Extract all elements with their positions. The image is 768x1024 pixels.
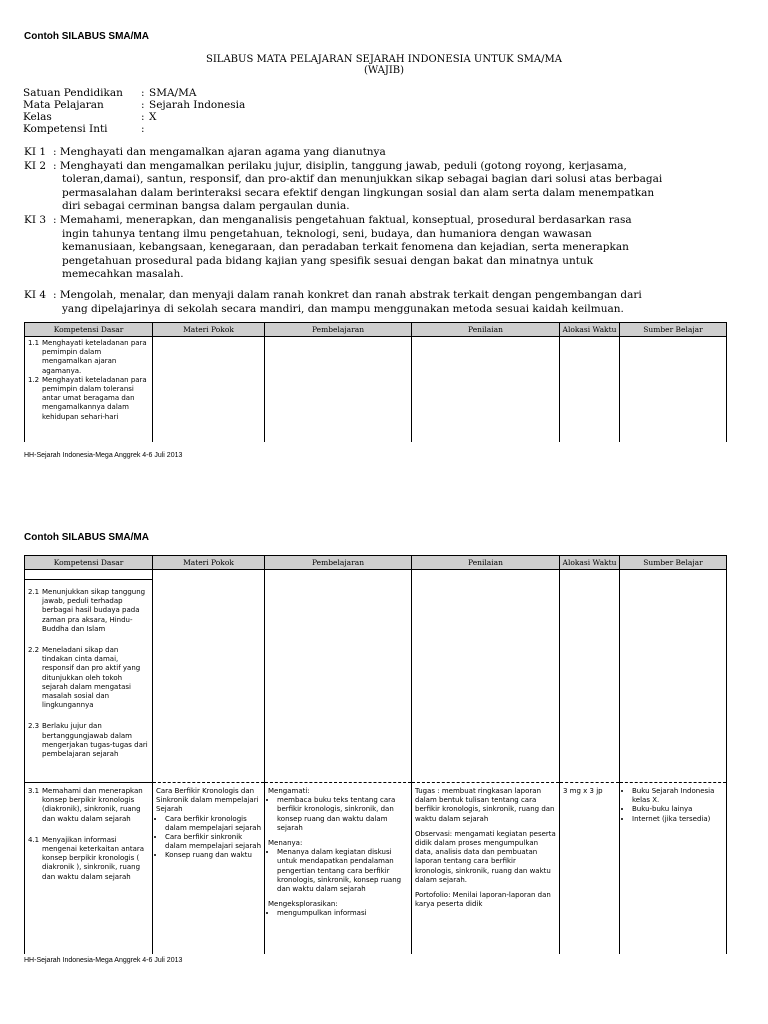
sumber-cell [620,337,727,443]
kd-item [28,836,149,882]
meta-label: Kelas [23,111,52,123]
syllabus-title-line2: (WAJIB) [363,65,405,76]
meta-row [23,111,245,123]
list-item: • Menanya dalam kegiatan diskusi untuk mendapatkan pendalaman pengertian tentang cara berfikir kronologis, sinkronik, konsep ruang dan waktu dalam sejarah [277,848,408,894]
kd-number: 2.3 [28,722,40,731]
kd-cell [25,337,153,443]
kd-item [28,376,149,422]
kd-number: 2.1 [28,588,40,596]
meta-sep: : [141,87,145,99]
alokasi-cell [560,337,620,443]
kd-item [28,646,149,710]
page2-footer: HH-Sejarah Indonesia-Mega Anggrek 4-6 Juli 2013 [24,957,183,964]
kd-item [28,588,149,634]
bullet-list [268,909,408,918]
list-item: • mengumpulkan informasi [277,909,408,918]
kd-cell [25,783,153,955]
meta-sep: : [141,123,145,135]
pembelajaran-cell [265,783,412,955]
kd-number: 1.1 [28,339,40,347]
materi-cell [153,337,265,443]
page1-header: Contoh SILABUS SMA/MA [24,31,149,42]
kd-table-page1 [24,322,727,442]
column-header: Penilaian [412,556,560,570]
meta-row [23,123,245,135]
bullet-list [268,796,408,833]
materi-cell [153,783,265,955]
assessment-item: Observasi: mengamati kegiatan peserta didik dalam proses mengumpulkan data, analisis data dan pembuatan laporan tentang cara berfikir kronologis, sinkronik, ruang dan waktu dalam sejarah. [415,829,556,884]
list-item: • Cara berfikir sinkronik dalam mempelajari sejarah [165,833,261,851]
ki-text-line: yang dipelajarinya di sekolah secara mandiri, dan mampu menggunakan metoda sesuai kaidah keilmuan. [62,302,624,315]
bullet-list [268,848,408,894]
meta-value: SMA/MA [149,87,197,99]
kd-number: 4.1 [28,835,40,844]
ki-text-line: pengetahuan prosedural pada bidang kajian yang spesifik sesuai dengan bakat dan minatnya untuk [62,254,594,267]
column-header: Alokasi Waktu [560,556,620,570]
meta-sep: : [141,99,145,111]
syllabus-title [24,54,744,76]
column-header: Pembelajaran [265,556,412,570]
alokasi-cell: 3 mg x 3 jp [560,783,620,955]
kd-table-page2 [24,555,727,954]
section-heading: Mengeksplorasikan: [268,900,338,909]
kd-text: Berlaku jujur dan bertanggungjawab dalam mengerjakan tugas-tugas dari pembelajaran sejarah [42,722,148,759]
table-header-row [25,556,727,570]
list-item: • Internet (jika tersedia) [632,815,723,824]
ki-block [24,146,744,316]
ki-text-line: memecahkan masalah. [62,268,184,281]
column-header: Penilaian [412,323,560,337]
meta-value: Sejarah Indonesia [149,99,246,111]
meta-sep: : [141,111,145,123]
meta-row [23,87,245,99]
list-item: • Buku-buku lainya [632,805,723,814]
ki-text-line: permasalahan dalam berinteraksi secara efektif dengan lingkungan sosial dan alam serta dalam menempatkan [62,186,655,199]
kd-text: Menghayati keteladanan para pemimpin dalam mengamalkan ajaran agamanya. [42,339,147,375]
column-header: Alokasi Waktu [560,323,620,337]
list-item: • membaca buku teks tentang cara berfikir kronologis, sinkronik, dan konsep ruang dan waktu dalam sejarah [277,796,408,833]
page2-header: Contoh SILABUS SMA/MA [24,532,149,543]
kd-text: Menghayati keteladanan para pemimpin dalam toleransi antar umat beragama dan mengamalkannya dalam kehidupan sehari-hari [42,375,147,421]
column-header: Sumber Belajar [620,323,727,337]
kd-item [28,787,149,824]
section-heading: Menanya: [268,839,303,848]
ki-label: KI 2 [24,159,47,172]
ki-label: KI 3 [24,214,47,226]
pembelajaran-cell [265,337,412,443]
ki-text-line: : Memahami, menerapkan, dan menganalisis pengetahuan faktual, konseptual, prosedural berdasarkan rasa [53,214,632,226]
meta-label: Mata Pelajaran [23,99,104,111]
meta-value: X [149,111,157,123]
column-header: Kompetensi Dasar [25,323,153,337]
ki-label: KI 4 [24,289,47,301]
column-header: Pembelajaran [265,323,412,337]
meta-table [23,87,245,135]
ki-label: KI 1 [24,146,47,158]
list-item: • Cara berfikir kronologis dalam mempelajari sejarah [165,815,261,833]
kd-text: Memahami dan menerapkan konsep berpikir kronologis (diakronik), sinkronik, ruang dan waktu dalam sejarah [42,787,143,823]
section-heading: Mengamati: [268,787,310,795]
kd-number: 2.2 [28,646,40,655]
list-item: • Konsep ruang dan waktu [165,851,261,860]
kd-number: 3.1 [28,787,40,795]
materi-intro: Cara Berfikir Kronologis dan Sinkronik dalam mempelajari Sejarah [156,787,259,814]
syllabus-title-line1: SILABUS MATA PELAJARAN SEJARAH INDONESIA UNTUK SMA/MA [206,54,562,65]
meta-value [149,123,245,135]
column-header: Materi Pokok [153,323,265,337]
sumber-cell [620,783,727,955]
penilaian-cell [412,337,560,443]
ki-text-line: kemanusiaan, kebangsaan, kenegaraan, dan peradaban terkait fenomena dan kejadian, serta menerapkan [62,241,629,254]
kd-cell [25,580,153,783]
assessment-item: Tugas : membuat ringkasan laporan dalam bentuk tulisan tentang cara berfikir kronologis, sinkronik, ruang dan waktu dalam sejarah [415,787,555,823]
ki-text-line: : Mengolah, menalar, dan menyaji dalam ranah konkret dan ranah abstrak terkait dengan pengembangan dari [53,289,642,301]
kd-number: 1.2 [28,375,40,384]
column-header: Kompetensi Dasar [25,556,153,570]
table-header-row [25,323,727,337]
page1-footer: HH-Sejarah Indonesia-Mega Anggrek 4-6 Juli 2013 [24,452,183,459]
ki-text-line: : Menghayati dan mengamalkan perilaku jujur, disiplin, tanggung jawab, peduli (gotong royong, kerjasama, [53,159,627,172]
ki-text-line: toleran,damai), santun, responsif, dan pro-aktif dan menunjukkan sikap sebagai bagian dari solusi atas berbagai [62,173,663,186]
ki-text-line: ingin tahunya tentang ilmu pengetahuan, teknologi, seni, budaya, dan humaniora dengan wawasan [62,227,592,240]
ki-text-line: diri sebagai cerminan bangsa dalam pergaulan dunia. [62,200,350,213]
kd-item [28,339,149,376]
ki-text-line: : Menghayati dan mengamalkan ajaran agama yang dianutnya [53,146,386,158]
kd-text: Menunjukkan sikap tanggung jawab, peduli terhadap berbagai hasil budaya pada zaman pra aksara, Hindu-Buddha dan Islam [42,588,146,633]
assessment-item: Portofolio: Menilai laporan-laporan dan karya peserta didik [415,891,551,909]
meta-label: Satuan Pendidikan [23,87,123,99]
meta-label: Kompetensi Inti [23,123,108,135]
kd-text: Meneladani sikap dan tindakan cinta damai, responsif dan pro aktif yang ditunjukkan oleh tokoh sejarah dalam mengatasi masalah sosial dan lingkungannya [42,646,141,710]
penilaian-cell [412,783,560,955]
column-header: Materi Pokok [153,556,265,570]
kd-item [28,722,149,759]
column-header: Sumber Belajar [620,556,727,570]
list-item: • Buku Sejarah Indonesia kelas X. [632,787,723,805]
kd-text: Menyajikan informasi mengenai keterkaitan antara konsep berpikir kronologis ( diakronik ), sinkronik, ruang dan waktu dalam sejarah [42,835,145,881]
meta-row [23,99,245,111]
